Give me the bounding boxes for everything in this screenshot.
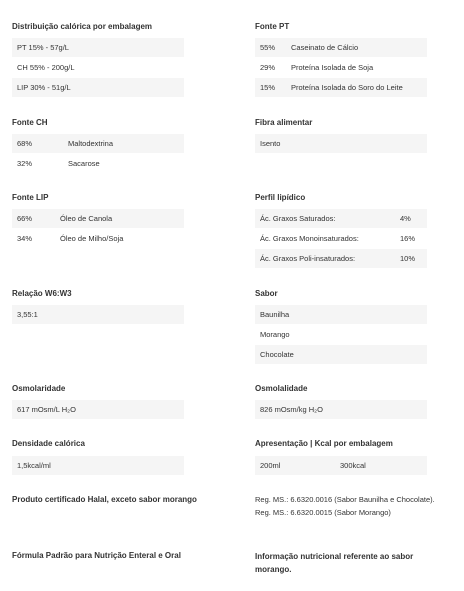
sabor-value: Morango bbox=[260, 330, 290, 339]
fonte-lip-row bbox=[12, 209, 184, 228]
perfil-name: Ác. Graxos Monoinsaturados: bbox=[260, 234, 359, 243]
fibra-value: Isento bbox=[260, 139, 281, 148]
fonte-pt-pct: 29% bbox=[260, 63, 276, 72]
fonte-ch-name: Sacarose bbox=[68, 159, 100, 168]
dist-row bbox=[12, 58, 184, 77]
fonte-ch-pct: 32% bbox=[17, 159, 33, 168]
fonte-pt-name: Proteína Isolada de Soja bbox=[291, 63, 374, 72]
sabor-row bbox=[255, 305, 427, 324]
dist-row bbox=[12, 38, 184, 57]
dist-value: LIP 30% - 51g/L bbox=[17, 83, 71, 92]
fonte-pt-row bbox=[255, 58, 427, 77]
fonte-pt-pct: 15% bbox=[260, 83, 276, 92]
apresentacao-row bbox=[255, 456, 427, 475]
fonte-ch-row bbox=[12, 134, 184, 153]
osmolaridade-value: 617 mOsm/L H₂O bbox=[17, 405, 76, 414]
apresentacao-kcal: 300kcal bbox=[340, 461, 366, 470]
sabor-value: Baunilha bbox=[260, 310, 290, 319]
relacao-row bbox=[12, 305, 184, 324]
densidade-row bbox=[12, 456, 184, 475]
perfil-pct: 16% bbox=[400, 234, 416, 243]
fonte-pt-row bbox=[255, 78, 427, 97]
fonte-pt-row bbox=[255, 38, 427, 57]
osmolaridade-row bbox=[12, 400, 184, 419]
fonte-pt-name: Proteína Isolada do Soro do Leite bbox=[291, 83, 403, 92]
fonte-ch-name: Maltodextrina bbox=[68, 139, 114, 148]
densidade-value: 1,5kcal/ml bbox=[17, 461, 51, 470]
osmolaridade-title: Osmolaridade bbox=[12, 384, 66, 393]
apresentacao-volume: 200ml bbox=[260, 461, 281, 470]
densidade-title: Densidade calórica bbox=[12, 439, 85, 448]
perfil-pct: 10% bbox=[400, 254, 416, 263]
formula-note: Fórmula Padrão para Nutrição Enteral e Oral bbox=[12, 551, 181, 560]
dist-value: PT 15% - 57g/L bbox=[17, 43, 69, 52]
relacao-value: 3,55:1 bbox=[17, 310, 38, 319]
fonte-lip-pct: 34% bbox=[17, 234, 33, 243]
perfil-row bbox=[255, 229, 427, 248]
fonte-pt-title: Fonte PT bbox=[255, 22, 290, 31]
halal-note: Produto certificado Halal, exceto sabor morango bbox=[12, 495, 197, 504]
fonte-ch-pct: 68% bbox=[17, 139, 33, 148]
fonte-lip-title: Fonte LIP bbox=[12, 193, 49, 202]
fonte-lip-pct: 66% bbox=[17, 214, 33, 223]
sabor-row bbox=[255, 345, 427, 364]
apresentacao-title: Apresentação | Kcal por embalagem bbox=[255, 439, 393, 448]
dist-row bbox=[12, 78, 184, 97]
perfil-row bbox=[255, 249, 427, 268]
fibra-row bbox=[255, 134, 427, 153]
fonte-pt-pct: 55% bbox=[260, 43, 276, 52]
fibra-title: Fibra alimentar bbox=[255, 118, 313, 127]
fonte-pt-name: Caseinato de Cálcio bbox=[291, 43, 359, 52]
osmolalidade-title: Osmolalidade bbox=[255, 384, 308, 393]
perfil-name: Ác. Graxos Poli-insaturados: bbox=[260, 254, 356, 263]
osmolalidade-value: 826 mOsm/kg H₂O bbox=[260, 405, 323, 414]
fonte-lip-name: Óleo de Canola bbox=[60, 214, 113, 223]
relacao-title: Relação W6:W3 bbox=[12, 289, 72, 298]
info-note: Informação nutricional referente ao sabor morango. bbox=[255, 552, 414, 574]
perfil-title: Perfil lipídico bbox=[255, 193, 306, 202]
reg-ms-note: Reg. MS.: 6.6320.0016 (Sabor Baunilha e Chocolate). Reg. MS.: 6.6320.0015 (Sabor Morango) bbox=[255, 495, 435, 517]
perfil-row bbox=[255, 209, 427, 228]
fonte-ch-row bbox=[12, 154, 184, 173]
fonte-ch-title: Fonte CH bbox=[12, 118, 48, 127]
dist-title: Distribuição calórica por embalagem bbox=[12, 22, 153, 31]
perfil-pct: 4% bbox=[400, 214, 411, 223]
sabor-row bbox=[255, 325, 427, 344]
dist-value: CH 55% - 200g/L bbox=[17, 63, 75, 72]
fonte-lip-row bbox=[12, 229, 184, 248]
sabor-title: Sabor bbox=[255, 289, 278, 298]
sabor-value: Chocolate bbox=[260, 350, 294, 359]
osmolalidade-row bbox=[255, 400, 427, 419]
perfil-name: Ác. Graxos Saturados: bbox=[260, 214, 336, 223]
fonte-lip-name: Óleo de Milho/Soja bbox=[60, 234, 124, 243]
